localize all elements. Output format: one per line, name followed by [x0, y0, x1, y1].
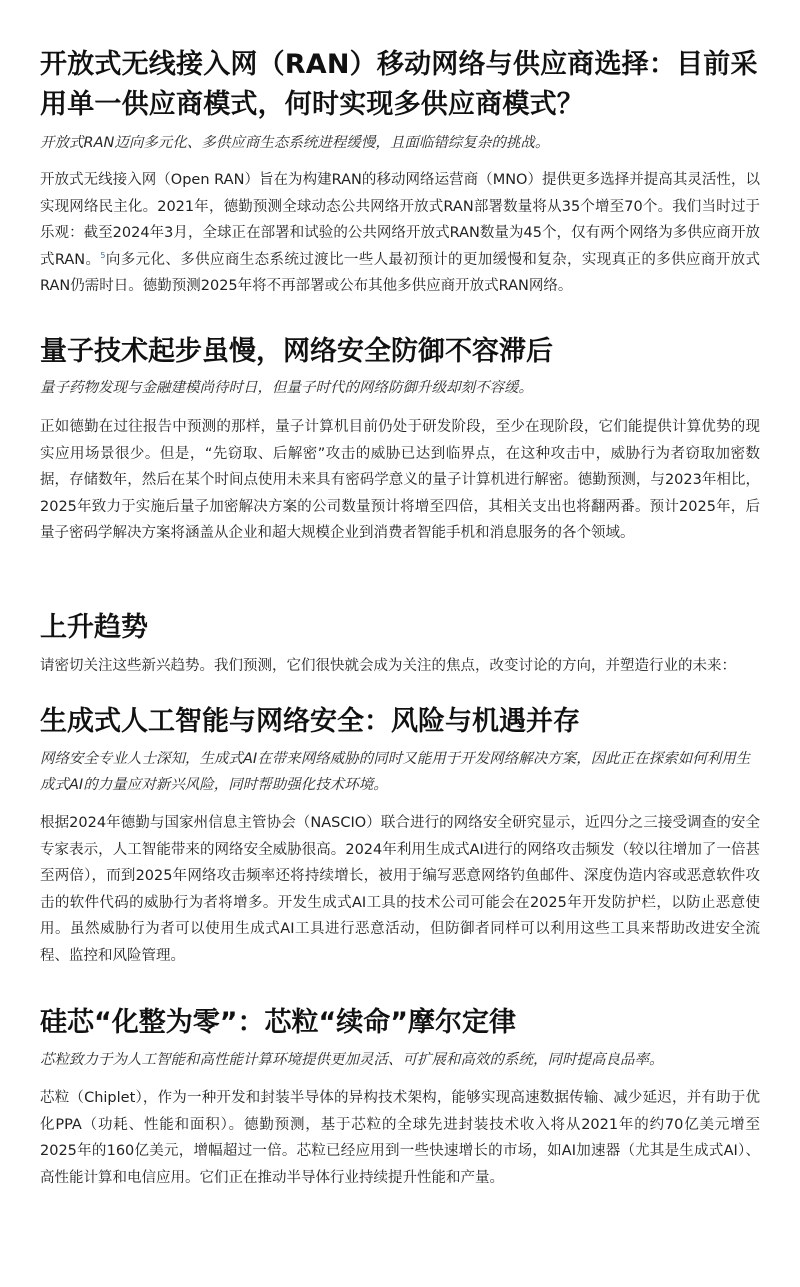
section-title: 生成式人工智能与网络安全：风险与机遇并存: [40, 706, 580, 737]
body-text-part2: 向多元化、多供应商生态系统过渡比一些人最初预计的更加缓慢和复杂，实现真正的多供应商开放式 RAN仍需时日。德勤预测2025年将不再部署或公布其他多供应商开放式RAN网络。: [40, 251, 760, 294]
section-subtitle: 网络安全专业人士深知，生成式AI在带来网络威胁的同时又能用于开发网络解决方案，因此正在探索如何利用生成式AI的力量应对新兴风险，同时帮助强化技术环境。: [40, 751, 751, 793]
section-body: 根据2024年德勤与国家州信息主管协会（NASCIO）联合进行的网络安全研究显示，近四分之三接受调查的安全专家表示，人工智能带来的网络安全威胁很高。2024年利用生成式AI进行的网络攻击频发（较以往增加了一倍甚至两倍），而到2025年网络攻击频率还将持续增长，被用于编写恶意网络钓鱼邮件、深度伪造内容或恶意软件攻击的软件代码的威胁行为者将增多。开发生成式AI工具的技术公司可能会在2025年开发防护栏，以防止恶意使用。虽然威胁行为者可以使用生成式AI工具进行恶意活动，但防御者同样可以利用这些工具来帮助改进安全流程、监控和风险管理。: [40, 815, 760, 964]
section-title: 量子技术起步虽慢，网络安全防御不容滞后: [40, 336, 553, 367]
section-title: 硅芯“化整为零”：芯粒“续命”摩尔定律: [40, 1007, 516, 1038]
section-title: 开放式无线接入网（RAN）移动网络与供应商选择：目前采用单一供应商模式，何时实现多供应商模式？: [40, 49, 758, 120]
section-body: 请密切关注这些新兴趋势。我们预测，它们很快就会成为关注的焦点，改变讨论的方向，并塑造行业的未来：: [40, 658, 736, 674]
section-subtitle: 量子药物发现与金融建模尚待时日，但量子时代的网络防御升级却刻不容缓。: [40, 380, 533, 396]
section-subtitle: 芯粒致力于为人工智能和高性能计算环境提供更加灵活、可扩展和高效的系统，同时提高良品率。: [40, 1052, 664, 1068]
section-body: 正如德勤在过往报告中预测的那样，量子计算机目前仍处于研发阶段，至少在现阶段，它们能提供计算优势的现实应用场景很少。但是，“先窃取、后解密”攻击的威胁已达到临界点，在这种攻击中，威胁行为者窃取加密数据，存储数年，然后在某个时间点使用未来具有密码学意义的量子计算机进行解密。德勤预测，与2023年相比，2025年致力于实施后量子加密解决方案的公司数量预计将增至四倍，其相关支出也将翻两番。预计2025年，后量子密码学解决方案将涵盖从企业和超大规模企业到消费者智能手机和消息服务的各个领域。: [40, 419, 760, 541]
section-subtitle: 开放式RAN迈向多元化、多供应商生态系统进程缓慢，且面临错综复杂的挑战。: [40, 135, 550, 151]
section-genai-security: [40, 702, 760, 969]
section-rising-trends: [40, 608, 760, 680]
section-body: [40, 167, 760, 300]
section-title: 上升趋势: [40, 612, 148, 643]
section-quantum: [40, 332, 760, 547]
footnote-link[interactable]: 5: [100, 250, 106, 260]
section-open-ran: [40, 45, 760, 300]
section-chiplet: [40, 1003, 760, 1191]
section-body: 芯粒（Chiplet），作为一种开发和封装半导体的异构技术架构，能够实现高速数据传输、减少延迟，并有助于优化PPA（功耗、性能和面积）。德勤预测，基于芯粒的全球先进封装技术收入将从2021年的约70亿美元增至2025年的160亿美元，增幅超过一倍。芯粒已经应用到一些快速增长的市场，如AI加速器（尤其是生成式AI）、高性能计算和电信应用。它们正在推动半导体行业持续提升性能和产量。: [40, 1090, 760, 1186]
body-text-part1: 开放式无线接入网（Open RAN）旨在为构建RAN的移动网络运营商（MNO）提供更多选择并提高其灵活性，以实现网络民主化。2021年，德勤预测全球动态公共网络开放式RAN部署数量将从35个增至70个。我们当时过于乐观：截至2024年3月，全球正在部署和试验的公共网络开放式RAN数量为45个，仅有两个网络为多供应商开放式RAN。: [40, 172, 760, 268]
